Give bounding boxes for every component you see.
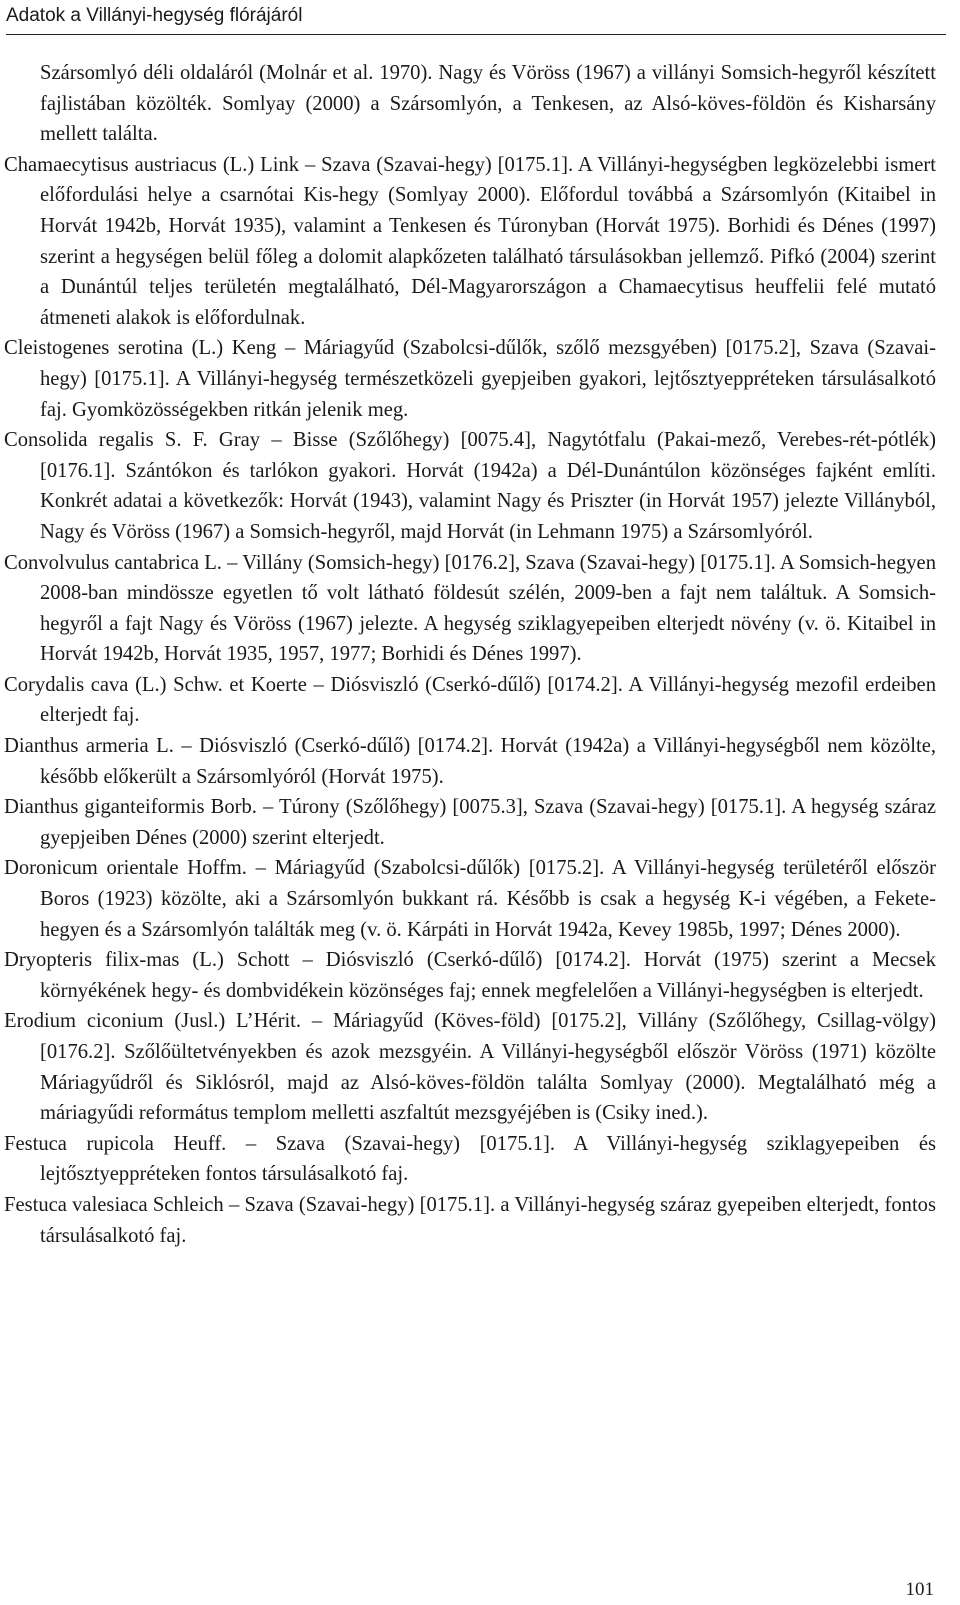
body-text bbox=[4, 58, 936, 1251]
running-header bbox=[6, 4, 946, 35]
species-entry-chamaecytisus-austriacus: Chamaecytisus austriacus (L.) Link – Szava (Szavai-hegy) [0175.1]. A Villányi-hegységben legközelebbi ismert előfordulási helye a csarnótai Kis-hegy (Somlyay 2000). Előfordul továbbá a Szársomlyón (Kitaibel in Horvát 1942b, Horvát 1935), valamint a Tenkesen és Túronyban (Horvát 1975). Borhidi és Dénes (1997) szerint a hegységen belül főleg a dolomit alapkőzeten található társulásokban jellemző. Pifkó (2004) szerint a Dunántúl teljes területén megtalálható, Dél-Magyarországon a Chamaecytisus heuffelii felé mutató átmeneti alakok is előfordulnak. bbox=[4, 153, 936, 329]
species-entry-dianthus-armeria: Dianthus armeria L. – Diósviszló (Cserkó-dűlő) [0174.2]. Horvát (1942a) a Villányi-hegységből nem közölte, később előkerült a Szársomlyóról (Horvát 1975). bbox=[4, 735, 936, 788]
species-entry-festuca-valesiaca: Festuca valesiaca Schleich – Szava (Szavai-hegy) [0175.1]. a Villányi-hegység száraz gyepeiben elterjedt, fontos társulásalkotó faj. bbox=[4, 1193, 936, 1247]
species-entry-festuca-rupicola: Festuca rupicola Heuff. – Szava (Szavai-hegy) [0175.1]. A Villányi-hegység sziklagyepeiben és lejtősztyeppréteken fontos társulásalkotó faj. bbox=[4, 1132, 936, 1186]
species-entry-doronicum-orientale: Doronicum orientale Hoffm. – Máriagyűd (Szabolcsi-dűlők) [0175.2]. A Villányi-hegység területéről először Boros (1923) közölte, aki a Szársomlyón bukkant rá. Később is csak a hegység K-i végében, a Fekete-hegyen és a Szársomlyón találták meg (v. ö. Kárpáti in Horvát 1942a, Kevey 1985b, 1997; Dénes 2000). bbox=[4, 857, 936, 941]
species-entry-dianthus-giganteiformis: Dianthus giganteiformis Borb. – Túrony (Szőlőhegy) [0075.3], Szava (Szavai-hegy) [0175.1]. A hegység száraz gyepjeiben Dénes (2000) szerint elterjedt. bbox=[4, 796, 936, 849]
species-entry-consolida-regalis: Consolida regalis S. F. Gray – Bisse (Szőlőhegy) [0075.4], Nagytótfalu (Pakai-mező, Verebes-rét-pótlék) [0176.1]. Szántókon és tarlókon gyakori. Horvát (1942a) a Dél-Dunántúlon közönséges fajként említi. Konkrét adatai a következők: Horvát (1943), valamint Nagy és Priszter (in Horvát 1957) jelezte Villányból, Nagy és Vöröss (1967) a Somsich-hegyről, majd Horvát (in Lehmann 1975) a Szársomlyóról. bbox=[4, 429, 936, 543]
page-number: 101 bbox=[905, 1579, 934, 1600]
paragraph-continuation: Szársomlyó déli oldaláról (Molnár et al. 1970). Nagy és Vöröss (1967) a villányi Somsich-hegyről készített fajlistában közölték. Somlyay (2000) a Szársomlyón, a Tenkesen, az Alsó-köves-földön és Kisharsány mellett találta. bbox=[40, 62, 936, 146]
species-entry-corydalis-cava: Corydalis cava (L.) Schw. et Koerte – Diósviszló (Cserkó-dűlő) [0174.2]. A Villányi-hegység mezofil erdeiben elterjedt faj. bbox=[4, 673, 936, 727]
species-entry-dryopteris-filix-mas: Dryopteris filix-mas (L.) Schott – Diósviszló (Cserkó-dűlő) [0174.2]. Horvát (1975) szerint a Mecsek környékének hegy- és dombvidékein közönséges faj; ennek megfelelően a Villányi-hegységben is elterjedt. bbox=[4, 949, 936, 1002]
species-entry-erodium-ciconium: Erodium ciconium (Jusl.) L’Hérit. – Máriagyűd (Köves-föld) [0175.2], Villány (Szőlőhegy, Csillag-völgy) [0176.2]. Szőlőültetvényekben és azok mezsgyéin. A Villányi-hegységből először Vöröss (1971) közölte Máriagyűdről és Siklósról, majd az Alsó-köves-földön találta Somlyay (2000). Megtalálható még a máriagyűdi református templom melletti aszfaltút mezsgyéjében is (Csiky ined.). bbox=[4, 1010, 936, 1125]
running-header-title: Adatok a Villányi-hegység flórájáról bbox=[6, 5, 303, 26]
species-entry-cleistogenes-serotina: Cleistogenes serotina (L.) Keng – Máriagyűd (Szabolcsi-dűlők, szőlő mezsgyében) [0175.2], Szava (Szavai-hegy) [0175.1]. A Villányi-hegység természetközeli gyepjeiben gyakori, lejtősztyeppréteken társulásalkotó faj. Gyomközösségekben ritkán jelenik meg. bbox=[4, 337, 936, 421]
species-entry-convolvulus-cantabrica: Convolvulus cantabrica L. – Villány (Somsich-hegy) [0176.2], Szava (Szavai-hegy) [0175.1]. A Somsich-hegyen 2008-ban mindössze egyetlen tő volt látható földesút szélén, 2009-ben a fajt nem találtuk. A Somsich-hegyről a fajt Nagy és Vöröss (1967) jelezte. A hegység sziklagyepeiben elterjedt növény (v. ö. Kitaibel in Horvát 1942b, Horvát 1935, 1957, 1977; Borhidi és Dénes 1997). bbox=[4, 551, 936, 666]
